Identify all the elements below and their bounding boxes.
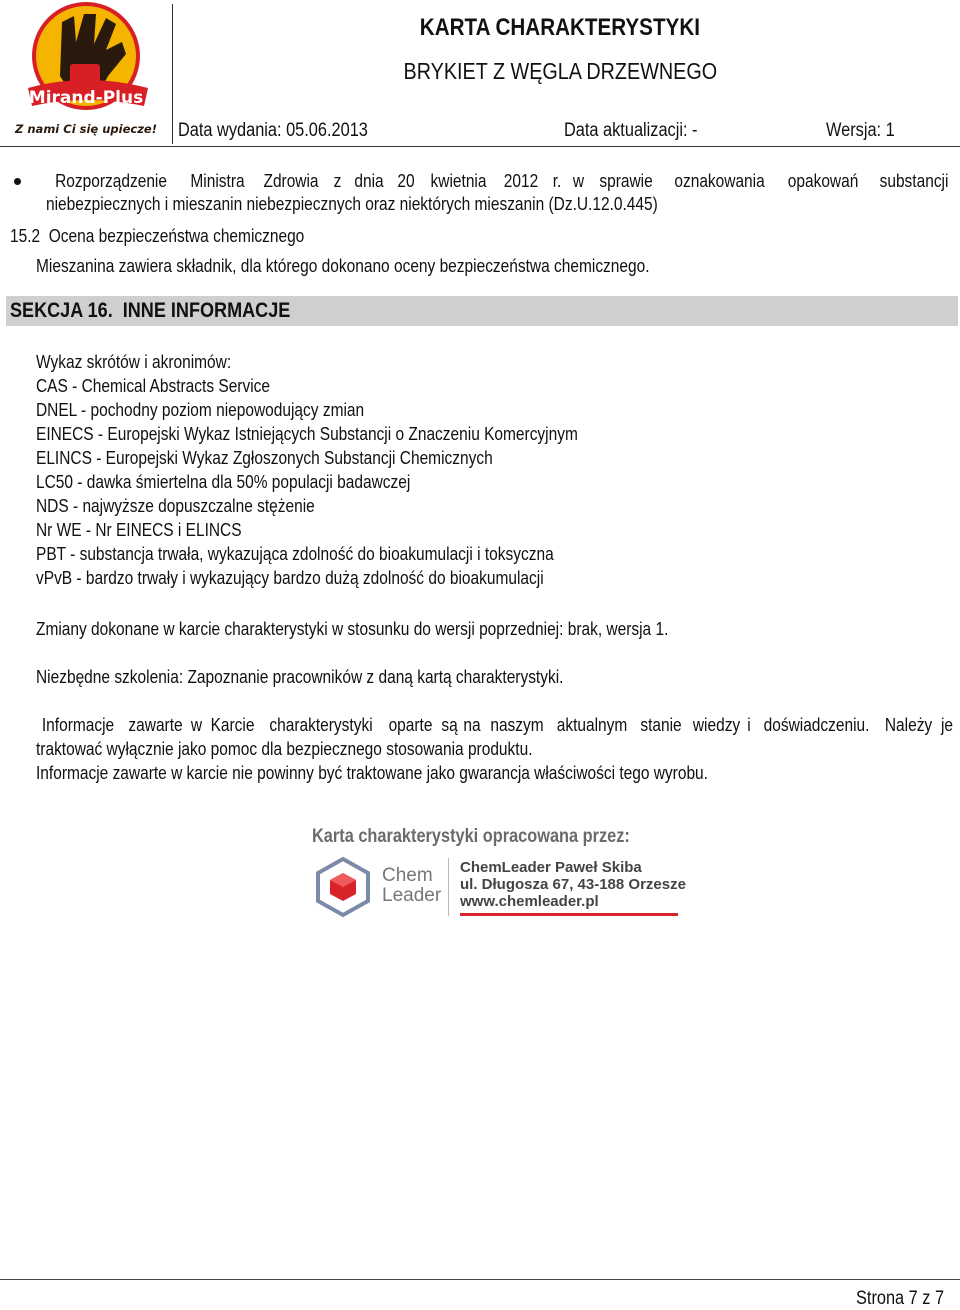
changes-text: Zmiany dokonane w karcie charakterystyki w stosunku do wersji poprzedniej: brak, wersja 1.	[36, 619, 669, 639]
disclaimer-word: Informacje	[41, 715, 115, 735]
abbreviation-item: DNEL - pochodny poziom niepowodujący zmian	[36, 400, 365, 420]
chemleader-wordmark	[382, 866, 441, 906]
regulation-word: Rozporządzenie	[55, 171, 167, 191]
bullet-icon	[14, 178, 21, 185]
chemleader-logo-icon	[314, 856, 372, 918]
regulation-word: oznakowania	[674, 171, 765, 191]
abbreviation-item: Wykaz skrótów i akronimów:	[36, 352, 232, 372]
disclaimer-word: aktualnym	[557, 715, 628, 735]
regulation-line-1	[46, 169, 954, 193]
disclaimer-word: stanie	[640, 715, 682, 735]
regulation-word: Zdrowia	[263, 171, 319, 191]
disclaimer-word: na	[463, 715, 481, 735]
header-rule	[0, 146, 960, 147]
company-website: www.chemleader.pl	[460, 893, 599, 910]
regulation-word: Ministra	[190, 171, 245, 191]
disclaimer-word: i	[747, 715, 751, 735]
disclaimer-word: charakterystyki	[269, 715, 374, 735]
disclaimer-line-1	[36, 713, 954, 737]
disclaimer-word: w	[191, 715, 203, 735]
section-16-title: SEKCJA 16. INNE INFORMACJE	[10, 299, 291, 322]
chemleader-word-1: Chem	[382, 865, 433, 886]
chemleader-word-2: Leader	[382, 885, 442, 906]
abbreviation-item: CAS - Chemical Abstracts Service	[36, 376, 271, 396]
company-name: ChemLeader Paweł Skiba	[460, 859, 642, 876]
logo-slogan-text: Z nami Ci się upiecze!	[15, 122, 157, 136]
disclaimer-line-2: traktować wyłącznie jako pomoc dla bezpiecznego stosowania produktu.	[36, 739, 533, 759]
company-underline	[460, 913, 678, 916]
abbreviation-item: LC50 - dawka śmiertelna dla 50% populacji badawczej	[36, 472, 411, 492]
logo-brand-text: Mirand-Plus	[28, 88, 144, 108]
document-title: KARTA CHARAKTERYSTYKI	[419, 14, 701, 41]
abbreviation-item: PBT - substancja trwała, wykazująca zdolność do bioakumulacji i toksyczna	[36, 544, 554, 564]
disclaimer-word: Należy	[885, 715, 933, 735]
disclaimer-word: wiedzy	[692, 715, 740, 735]
version-label: Wersja: 1	[826, 120, 895, 141]
disclaimer-word: oparte	[388, 715, 433, 735]
disclaimer-word: je	[940, 715, 953, 735]
disclaimer-word: Karcie	[210, 715, 255, 735]
abbreviation-item: ELINCS - Europejski Wykaz Zgłoszonych Substancji Chemicznych	[36, 448, 493, 468]
issue-date: Data wydania: 05.06.2013	[178, 120, 368, 141]
regulation-word: r.	[552, 171, 561, 191]
abbreviation-item: NDS - najwyższe dopuszczalne stężenie	[36, 496, 315, 516]
section-15-2-heading: 15.2 Ocena bezpieczeństwa chemicznego	[10, 226, 305, 246]
regulation-word: dnia	[354, 171, 384, 191]
disclaimer-word: naszym	[490, 715, 544, 735]
abbreviation-item: Nr WE - Nr EINECS i ELINCS	[36, 520, 242, 540]
page-number: Strona 7 z 7	[856, 1288, 945, 1309]
disclaimer-line-3: Informacje zawarte w karcie nie powinny być traktowane jako gwarancja właściwości tego wyrobu.	[36, 763, 708, 783]
regulation-word: opakowań	[787, 171, 859, 191]
abbreviation-list	[36, 350, 666, 590]
regulation-word: z	[333, 171, 342, 191]
prepared-by-heading: Karta charakterystyki opracowana przez:	[312, 826, 630, 847]
company-address: ul. Długosza 67, 43-188 Orzesze	[460, 876, 686, 893]
section-15-2-text: Mieszanina zawiera składnik, dla którego dokonano oceny bezpieczeństwa chemicznego.	[36, 256, 650, 276]
abbreviation-item: EINECS - Europejski Wykaz Istniejących Substancji o Znaczeniu Komercyjnym	[36, 424, 578, 444]
disclaimer-word: doświadczeniu.	[763, 715, 870, 735]
regulation-word: 2012	[504, 171, 539, 191]
regulation-word: w	[572, 171, 584, 191]
footer-rule	[0, 1279, 960, 1280]
disclaimer-word: zawarte	[128, 715, 183, 735]
regulation-line-2: niebezpiecznych i mieszanin niebezpiecznych oraz niektórych mieszanin (Dz.U.12.0.445)	[46, 194, 658, 214]
preparer-divider	[448, 858, 449, 916]
training-text: Niezbędne szkolenia: Zapoznanie pracowników z daną kartą charakterystyki.	[36, 667, 564, 687]
disclaimer-word: są	[440, 715, 458, 735]
abbreviation-item: vPvB - bardzo trwały i wykazujący bardzo dużą zdolność do bioakumulacji	[36, 568, 544, 588]
regulation-word: kwietnia	[430, 171, 487, 191]
regulation-word: sprawie	[598, 171, 653, 191]
update-date: Data aktualizacji: -	[564, 120, 698, 141]
regulation-word: substancji	[879, 171, 949, 191]
regulation-word: 20	[397, 171, 415, 191]
document-subtitle: BRYKIET Z WĘGLA DRZEWNEGO	[403, 58, 717, 84]
